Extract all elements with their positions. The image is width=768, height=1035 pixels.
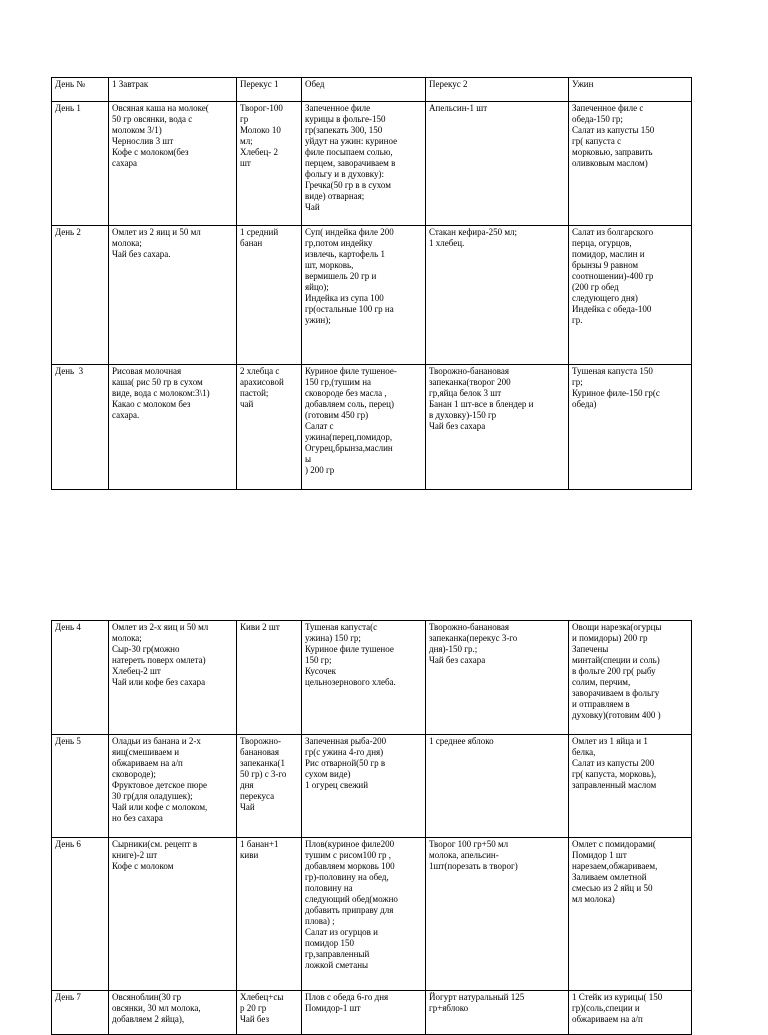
table-header-row [52, 78, 692, 102]
header-lunch: Обед [302, 78, 426, 102]
snack-2-cell: Творожно-банановая запеканка(перекус 3-го дня)-150 гр.; Чай без сахара [426, 621, 569, 735]
dinner-cell: Омлет из 1 яйца и 1 белка, Салат из капусты 200 гр( капуста, морковь), заправленный маслом [569, 735, 692, 838]
lunch-cell: Тушеная капуста(с ужина) 150 гр; Куриное филе тушеное 150 гр; Кусочек цельнозернового хлеба. [302, 621, 426, 735]
lunch-cell: Запеченное филе курицы в фольге-150 гр(запекать 300, 150 уйдут на ужин: куриное филе посыпаем солью, перцем, заворачиваем в фольгу и в духовку): Гречка(50 гр в в сухом виде) отварная; Чай [302, 102, 426, 226]
meal-plan-table-days-1-3 [51, 77, 692, 490]
day-label: День 4 [52, 621, 109, 735]
snack-1-cell: Творожно- банановая запеканка(1 50 гр) с 3-го дня перекуса Чай [237, 735, 302, 838]
snack-2-cell: Творог 100 гр+50 мл молока, апельсин- 1шт(порезать в творог) [426, 838, 569, 991]
breakfast-cell: Омлет из 2 яиц и 50 мл молока; Чай без сахара. [109, 226, 237, 365]
table-row-day-5 [52, 735, 692, 838]
breakfast-cell: Овсяная каша на молоке( 50 гр овсянки, вода с молоком 3/1) Чернослив 3 шт Кофе с молоком(без сахара [109, 102, 237, 226]
lunch-cell: Суп( индейка филе 200 гр,потом индейку извлечь, картофель 1 шт, морковь, вермишель 20 гр и яйцо); Индейка из супа 100 гр(остальные 100 гр на ужин); [302, 226, 426, 365]
snack-2-cell: Стакан кефира-250 мл; 1 хлебец. [426, 226, 569, 365]
lunch-cell: Запеченная рыба-200 гр(с ужина 4-го дня) Рис отварной(50 гр в сухом виде) 1 огурец свежий [302, 735, 426, 838]
table-row-day-2 [52, 226, 692, 365]
header-breakfast: 1 Завтрак [109, 78, 237, 102]
snack-1-cell: Киви 2 шт [237, 621, 302, 735]
day-label: День 1 [52, 102, 109, 226]
breakfast-cell: Сырники(см. рецепт в книге)-2 шт Кофе с молоком [109, 838, 237, 991]
snack-1-cell: 1 банан+1 киви [237, 838, 302, 991]
lunch-cell: Плов с обеда 6-го дня Помидор-1 шт [302, 991, 426, 1035]
day-label: День 7 [52, 991, 109, 1035]
dinner-cell: 1 Стейк из курицы( 150 гр)(соль,специи и обжариваем на а/п [569, 991, 692, 1035]
breakfast-cell: Оладьи из банана и 2-х яиц(смешиваем и обжариваем на а/п сковороде); Фруктовое детское пюре 30 гр(для оладушек); Чай или кофе с молоком, но без сахара [109, 735, 237, 838]
dinner-cell: Омлет с помидорами( Помидор 1 шт нарезаем,обжариваем, Заливаем омлетной смесью из 2 яйц и 50 мл молока) [569, 838, 692, 991]
snack-2-cell: Апельсин-1 шт [426, 102, 569, 226]
snack-2-cell: Творожно-банановая запеканка(творог 200 гр,яйца белок 3 шт Банан 1 шт-все в блендер и в духовку)-150 гр Чай без сахара [426, 365, 569, 490]
snack-1-cell: Хлебец+сы р 20 гр Чай без [237, 991, 302, 1035]
meal-plan-table-days-4-7 [51, 620, 692, 1035]
day-label: День 2 [52, 226, 109, 365]
breakfast-cell: Овсяноблин(30 гр овсянки, 30 мл молока, добавляем 2 яйца), [109, 991, 237, 1035]
table-row-day-3 [52, 365, 692, 490]
header-snack-1: Перекус 1 [237, 78, 302, 102]
header-day: День № [52, 78, 109, 102]
table-row-day-4 [52, 621, 692, 735]
header-dinner: Ужин [569, 78, 692, 102]
table-row-day-6 [52, 838, 692, 991]
header-snack-2: Перекус 2 [426, 78, 569, 102]
breakfast-cell: Рисовая молочная каша( рис 50 гр в сухом виде, вода с молоком:3\1) Какао с молоком без сахара. [109, 365, 237, 490]
day-label: День 6 [52, 838, 109, 991]
day-label: День 5 [52, 735, 109, 838]
snack-2-cell: 1 среднее яблоко [426, 735, 569, 838]
dinner-cell: Овощи нарезка(огурцы и помидоры) 200 гр Запечены минтай(специи и соль) в фольге 200 гр( рыбу солим, перчим, заворачиваем в фольгу и отправляем в духовку)(готовим 400 ) [569, 621, 692, 735]
table-row-day-7 [52, 991, 692, 1035]
lunch-cell: Плов(куриное филе200 тушим с рисом100 гр , добавляем морковь 100 гр)-половину на обед, половину на следующий обед(можно добавить приправу для плова) ; Салат из огурцов и помидор 150 гр,заправленный ложкой сметаны [302, 838, 426, 991]
snack-2-cell: Йогурт натуральный 125 гр+яблоко [426, 991, 569, 1035]
lunch-cell: Куриное филе тушеное- 150 гр,(тушим на сковороде без масла , добавляем соль, перец) (готовим 450 гр) Салат с ужина(перец,помидор, Огурец,брынза,маслин ы ) 200 гр [302, 365, 426, 490]
snack-1-cell: 2 хлебца с арахисовой пастой; чай [237, 365, 302, 490]
breakfast-cell: Омлет из 2-х яиц и 50 мл молока; Сыр-30 гр(можно натереть поверх омлета) Хлебец-2 шт Чай или кофе без сахара [109, 621, 237, 735]
dinner-cell: Тушеная капуста 150 гр; Куриное филе-150 гр(с обеда) [569, 365, 692, 490]
day-label: День 3 [52, 365, 109, 490]
dinner-cell: Запеченное филе с обеда-150 гр; Салат из капусты 150 гр( капуста с морковью, заправить оливковым маслом) [569, 102, 692, 226]
snack-1-cell: 1 средний банан [237, 226, 302, 365]
dinner-cell: Салат из болгарского перца, огурцов, помидор, маслин и брынзы 9 равном соотношении)-400 гр (200 гр обед следующего дня) Индейка с обеда-100 гр. [569, 226, 692, 365]
snack-1-cell: Творог-100 гр Молоко 10 мл; Хлебец- 2 шт [237, 102, 302, 226]
table-row-day-1 [52, 102, 692, 226]
